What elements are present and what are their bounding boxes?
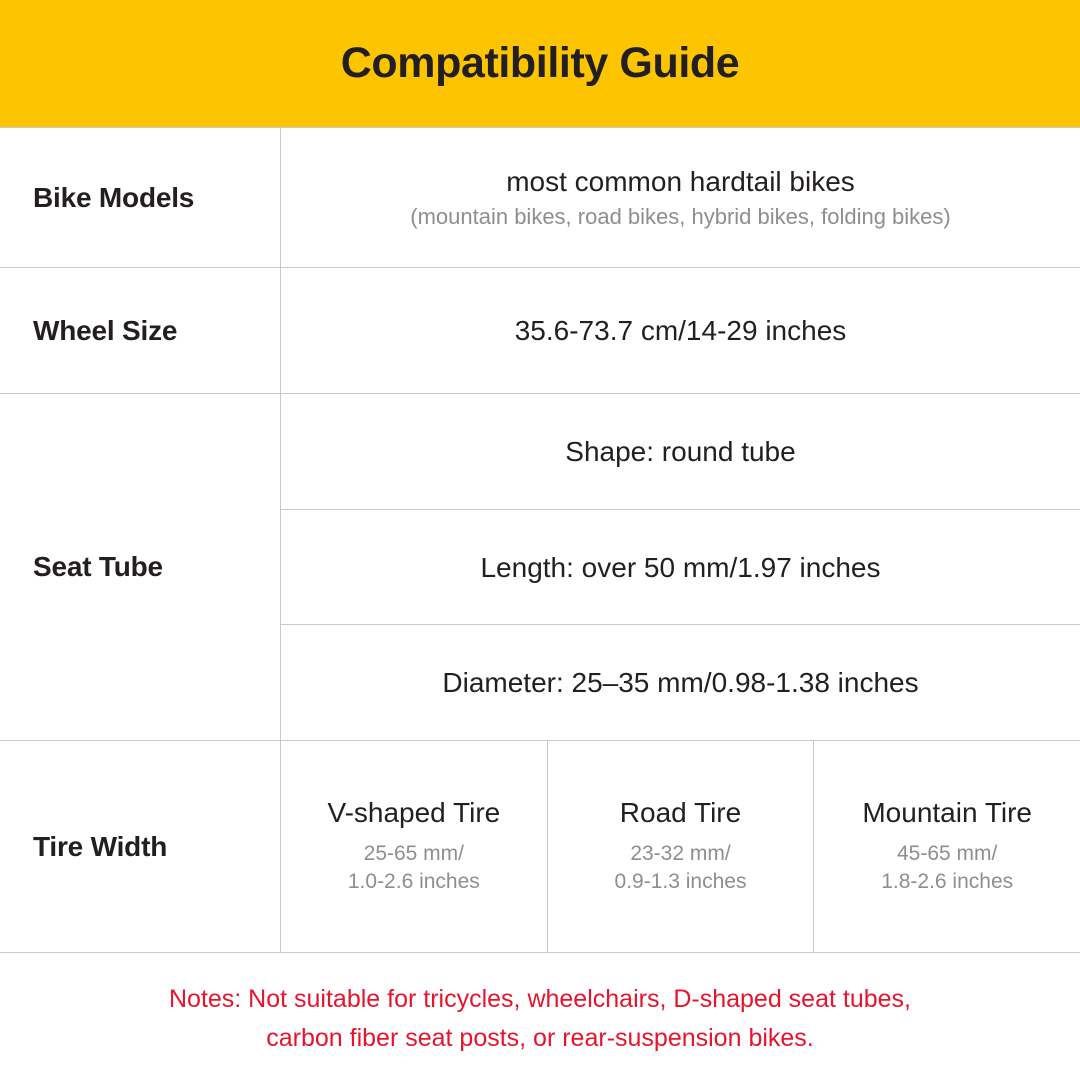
notes-line-2: carbon fiber seat posts, or rear-suspension bikes. [266,1024,814,1052]
tire-spec-line2: 0.9-1.3 inches [614,870,747,894]
tire-spec-line2: 1.0-2.6 inches [347,870,480,894]
table-row [0,741,1080,953]
row-label-bike-models [0,128,281,267]
tire-spec [881,840,1013,897]
seat-tube-diameter-row [281,625,1080,740]
row-label-text: Seat Tube [33,551,163,582]
tire-spec [615,840,747,897]
seat-tube-shape: Shape: round tube [565,435,796,467]
page-title: Compatibility Guide [340,39,740,87]
row-label-tire-width [0,741,281,952]
notes-line-1: Notes: Not suitable for tricycles, wheelchairs, D-shaped seat tubes, [168,985,911,1014]
seat-tube-diameter: Diameter: 25–35 mm/0.98-1.38 inches [442,667,919,699]
tire-spec-line1: 45-65 mm/ [896,841,998,865]
table-row [0,394,1080,741]
compatibility-table [0,127,1080,953]
seat-tube-shape-row [281,394,1080,510]
tire-column-mountain [814,741,1080,952]
row-label-wheel-size [0,268,281,393]
table-row [0,128,1080,268]
tire-spec [348,840,480,897]
row-value-seat-tube [281,394,1080,740]
row-value-wheel-size [281,268,1080,393]
seat-tube-length-row [281,510,1080,626]
row-label-seat-tube [0,394,281,740]
seat-tube-length: Length: over 50 mm/1.97 inches [480,551,881,583]
row-value-bike-models [281,128,1080,267]
tire-column-v-shaped [281,741,548,952]
tire-type-name: V-shaped Tire [327,797,501,829]
bike-models-main: most common hardtail bikes [506,165,855,197]
tire-column-road [548,741,815,952]
notes-section [0,953,1080,1085]
row-label-text: Bike Models [33,181,195,213]
row-value-tire-width [281,741,1080,952]
table-row [0,268,1080,394]
row-label-text: Tire Width [33,830,168,862]
row-label-text: Wheel Size [33,314,178,346]
tire-spec-line1: 25-65 mm/ [363,841,465,865]
bike-models-sub: (mountain bikes, road bikes, hybrid bikes, folding bikes) [410,203,951,229]
tire-type-name: Road Tire [619,797,742,829]
header-banner [0,0,1080,127]
wheel-size-main: 35.6-73.7 cm/14-29 inches [514,315,847,346]
tire-type-name: Mountain Tire [862,797,1032,829]
tire-spec-line2: 1.8-2.6 inches [881,870,1014,894]
tire-spec-line1: 23-32 mm/ [630,841,731,865]
